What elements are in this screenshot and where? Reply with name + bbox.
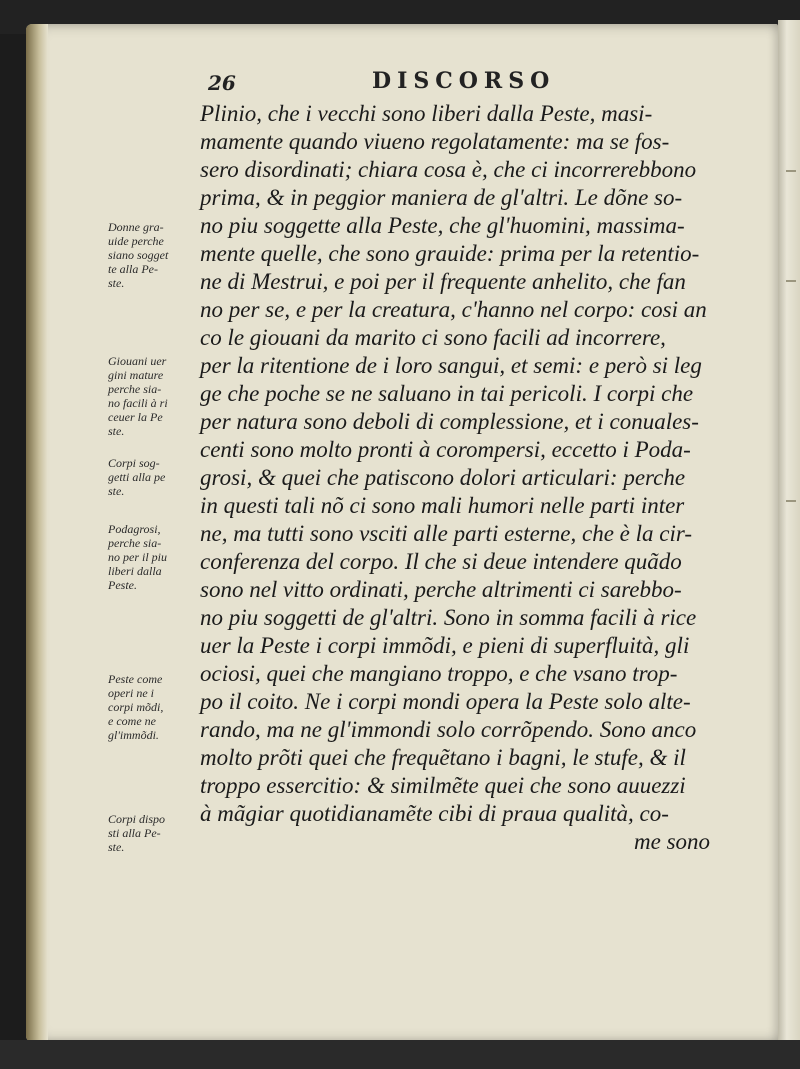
marginal-note-line: Donne gra-: [108, 220, 164, 234]
marginal-note-line: te alla Pe-: [108, 262, 158, 276]
text-line: rando, ma ne gl'immondi solo corrõpendo. Sono anco: [200, 717, 697, 742]
marginal-note-line: Giouani uer: [108, 354, 167, 368]
text-line: co le giouani da marito ci sono facili ad incorrere,: [200, 325, 666, 350]
text-line: grosi, & quei che patiscono dolori articulari: perche: [200, 465, 686, 490]
marginal-note-line: Corpi dispo: [108, 812, 166, 826]
book-page: [26, 24, 778, 1042]
facing-page-edge: [778, 20, 800, 1040]
marginal-note-line: Podagrosi,: [108, 522, 161, 536]
bleed-mark: [786, 170, 796, 172]
bleed-mark: [786, 500, 796, 502]
text-line: mente quelle, che sono grauide: prima per la retentio-: [200, 241, 700, 266]
text-line: sono nel vitto ordinati, perche altrimenti ci sarebbo-: [200, 577, 682, 602]
marginal-note-line: gini mature: [108, 368, 164, 382]
marginal-note-line: siano sogget: [108, 248, 169, 262]
text-line: ne, ma tutti sono vsciti alle parti esterne, che è la cir-: [200, 521, 693, 546]
marginal-note: [108, 672, 206, 742]
marginal-note: [108, 220, 206, 290]
text-line: ne di Mestrui, e poi per il frequente anhelito, che fan: [200, 269, 686, 294]
text-line: ge che poche se ne saluano in tai pericoli. I corpi che: [200, 381, 694, 406]
text-line: conferenza del corpo. Il che si deue intendere quãdo: [200, 549, 682, 574]
text-line: po il coito. Ne i corpi mondi opera la Peste solo alte-: [200, 689, 691, 714]
marginal-note: [108, 456, 206, 498]
marginal-note-line: uide perche: [108, 234, 164, 248]
marginal-note-line: gl'immõdi.: [108, 728, 159, 742]
scanner-background-bottom: [0, 1040, 800, 1069]
marginal-note-line: no per il piu: [108, 550, 167, 564]
marginal-note-line: e come ne: [108, 714, 156, 728]
marginal-note: [108, 354, 206, 438]
text-line: ociosi, quei che mangiano troppo, e che vsano trop-: [200, 661, 678, 686]
text-line: per natura sono deboli di complessione, et i conuales-: [200, 409, 699, 434]
text-line: per la ritentione de i loro sangui, et semi: e però si leg: [200, 353, 702, 378]
marginal-note-line: ste.: [108, 840, 125, 854]
text-line: centi sono molto pronti à corompersi, eccetto i Poda-: [200, 437, 691, 462]
text-line: prima, & in peggior maniera de gl'altri. Le dõne so-: [200, 185, 683, 210]
marginal-note-line: ste.: [108, 276, 125, 290]
text-line: troppo essercitio: & similmẽte quei che sono auuezzi: [200, 773, 686, 798]
marginal-note-line: ste.: [108, 424, 125, 438]
text-line: Plinio, che i vecchi sono liberi dalla Peste, masi-: [200, 101, 653, 126]
marginal-note-line: ceuer la Pe: [108, 410, 163, 424]
marginal-note-line: liberi dalla: [108, 564, 162, 578]
page-header: [26, 68, 778, 100]
running-head: DISCORSO: [372, 68, 556, 94]
text-line: no per se, e per la creatura, c'hanno nel corpo: cosi an: [200, 297, 707, 322]
text-line: à mãgiar quotidianamẽte cibi di praua qualità, co-: [200, 801, 669, 826]
marginal-note-line: perche sia-: [108, 536, 162, 550]
text-line: uer la Peste i corpi immõdi, e pieni di superfluità, gli: [200, 633, 690, 658]
marginal-note-line: corpi mõdi,: [108, 700, 164, 714]
marginal-note-line: Peste come: [108, 672, 163, 686]
text-line: mamente quando viueno regolatamente: ma se fos-: [200, 129, 670, 154]
text-line: no piu soggetti de gl'altri. Sono in somma facili à rice: [200, 605, 697, 630]
text-line: molto prõti quei che frequẽtano i bagni, le stufe, & il: [200, 745, 686, 770]
marginal-note-line: no facili à ri: [108, 396, 168, 410]
book-spine-gutter: [26, 24, 48, 1042]
marginal-note-line: ste.: [108, 484, 125, 498]
bleed-mark: [786, 280, 796, 282]
text-line: no piu soggette alla Peste, che gl'huomini, massima-: [200, 213, 685, 238]
text-line: sero disordinati; chiara cosa è, che ci incorrerebbono: [200, 157, 697, 182]
marginal-note-line: operi ne i: [108, 686, 154, 700]
marginal-note: [108, 812, 206, 854]
page-number: 26: [208, 71, 236, 95]
marginal-note-line: Peste.: [108, 578, 137, 592]
text-line: me sono: [634, 829, 711, 854]
marginal-note: [108, 522, 206, 592]
text-line: in questi tali nõ ci sono mali humori nelle parti inter: [200, 493, 685, 518]
marginal-note-line: getti alla pe: [108, 470, 166, 484]
marginal-note-line: perche sia-: [108, 382, 162, 396]
marginal-note-line: Corpi sog-: [108, 456, 160, 470]
marginal-note-line: sti alla Pe-: [108, 826, 161, 840]
